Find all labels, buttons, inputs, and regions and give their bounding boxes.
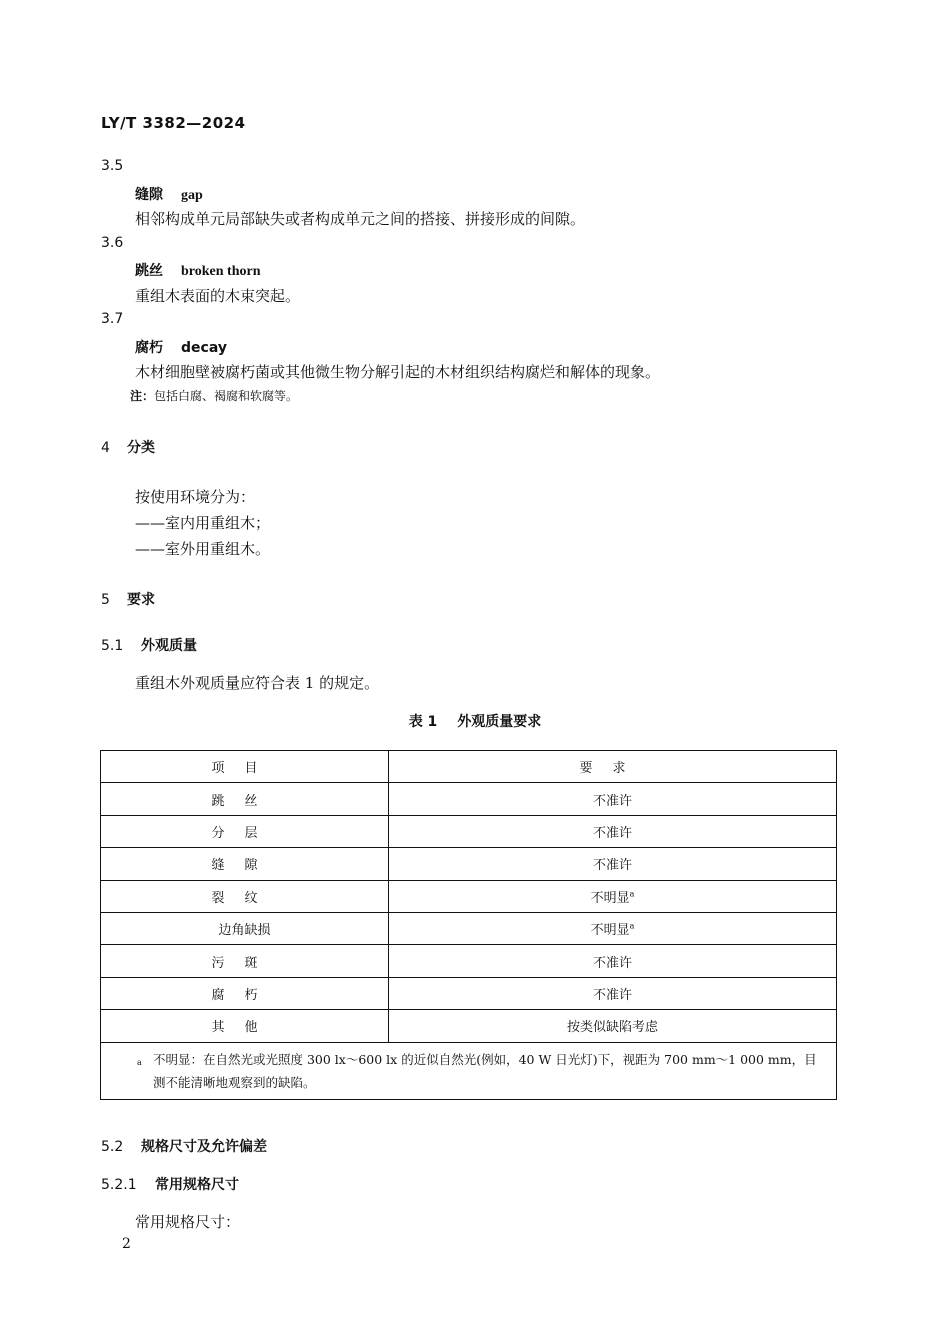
footnote-mark: a (629, 889, 635, 899)
section-heading (101, 437, 155, 457)
table-header-cell: 要求 (389, 751, 837, 783)
table-cell-req: 不准许 (389, 848, 837, 880)
table-cell-item: 分层 (101, 815, 389, 847)
term-cn: 缝隙 (135, 187, 163, 203)
table-cell-req: 不准许 (389, 945, 837, 977)
subsection-title: 规格尺寸及允许偏差 (141, 1139, 267, 1155)
paragraph: 常用规格尺寸： (135, 1213, 241, 1231)
subsubsection-title: 常用规格尺寸 (155, 1177, 239, 1193)
subsection-heading (101, 1136, 267, 1156)
subsection-number: 5.1 (101, 638, 124, 654)
table-cell-req: 按类似缺陷考虑 (389, 1010, 837, 1042)
term-number: 3.7 (101, 311, 124, 327)
footnote-text: 不明显：在自然光或光照度 300 lx～600 lx 的近似自然光(例如，40 W 日光灯)下，视距为 700 mm～1 000 mm，目测不能清晰地观察到的缺陷。 (153, 1051, 817, 1090)
footnote-mark: a (137, 1057, 142, 1067)
table-cell-req: 不准许 (389, 977, 837, 1009)
subsection-title: 外观质量 (141, 638, 197, 654)
term-heading (135, 260, 260, 280)
req-text: 不明显 (590, 890, 630, 906)
table-caption (0, 711, 950, 731)
paragraph: 按使用环境分为： (135, 488, 256, 506)
table-row (101, 977, 837, 1009)
list-item: ——室内用重组木； (135, 514, 271, 532)
table-row (101, 783, 837, 815)
table-row (101, 945, 837, 977)
subsubsection-number: 5.2.1 (101, 1177, 137, 1193)
term-en: gap (181, 188, 203, 203)
table-cell-item: 跳丝 (101, 783, 389, 815)
section-title: 分类 (127, 440, 155, 456)
term-definition: 重组木表面的木束突起。 (135, 287, 301, 305)
note (130, 387, 298, 404)
table-row (101, 815, 837, 847)
table-footnote-row (101, 1042, 837, 1099)
section-number: 4 (101, 440, 110, 456)
appearance-quality-table (100, 750, 837, 1100)
table-cell-item: 污斑 (101, 945, 389, 977)
table-cell-req (389, 912, 837, 944)
term-heading (135, 184, 203, 204)
subsection-number: 5.2 (101, 1139, 124, 1155)
table-row (101, 848, 837, 880)
table-cell-req (389, 880, 837, 912)
subsubsection-heading (101, 1174, 239, 1194)
footnote-mark: a (629, 921, 635, 931)
table-cell-item: 裂纹 (101, 880, 389, 912)
table-row (101, 912, 837, 944)
term-number: 3.6 (101, 235, 124, 251)
list-item: ——室外用重组木。 (135, 540, 271, 558)
term-heading (135, 337, 227, 357)
section-number: 5 (101, 592, 110, 608)
term-cn: 跳丝 (135, 263, 163, 279)
table-header-row (101, 751, 837, 783)
paragraph: 重组木外观质量应符合表 1 的规定。 (135, 674, 380, 692)
table-cell-req: 不准许 (389, 815, 837, 847)
table-caption-title: 外观质量要求 (457, 714, 542, 730)
term-en: decay (181, 340, 227, 356)
term-definition: 相邻构成单元局部缺失或者构成单元之间的搭接、拼接形成的间隙。 (135, 210, 586, 228)
table-cell-item: 缝隙 (101, 848, 389, 880)
table-row (101, 1010, 837, 1042)
subsection-heading (101, 635, 197, 655)
table-cell-item: 边角缺损 (101, 912, 389, 944)
table-cell-item: 其他 (101, 1010, 389, 1042)
term-cn: 腐朽 (135, 340, 163, 356)
table-footnote (101, 1042, 837, 1099)
standard-code: LY/T 3382—2024 (101, 114, 246, 132)
term-en: broken thorn (181, 264, 261, 279)
page-number: 2 (122, 1236, 131, 1252)
term-number: 3.5 (101, 158, 124, 174)
note-label: 注： (130, 389, 155, 403)
table-row (101, 880, 837, 912)
term-definition: 木材细胞壁被腐朽菌或其他微生物分解引起的木材组织结构腐烂和解体的现象。 (135, 363, 661, 381)
table-cell-item: 腐朽 (101, 977, 389, 1009)
section-title: 要求 (127, 592, 155, 608)
note-text: 包括白腐、褐腐和软腐等。 (154, 389, 299, 403)
table-cell-req: 不准许 (389, 783, 837, 815)
section-heading (101, 589, 155, 609)
table-header-cell: 项目 (101, 751, 389, 783)
table-caption-number: 表 1 (408, 714, 438, 730)
req-text: 不明显 (590, 923, 630, 939)
